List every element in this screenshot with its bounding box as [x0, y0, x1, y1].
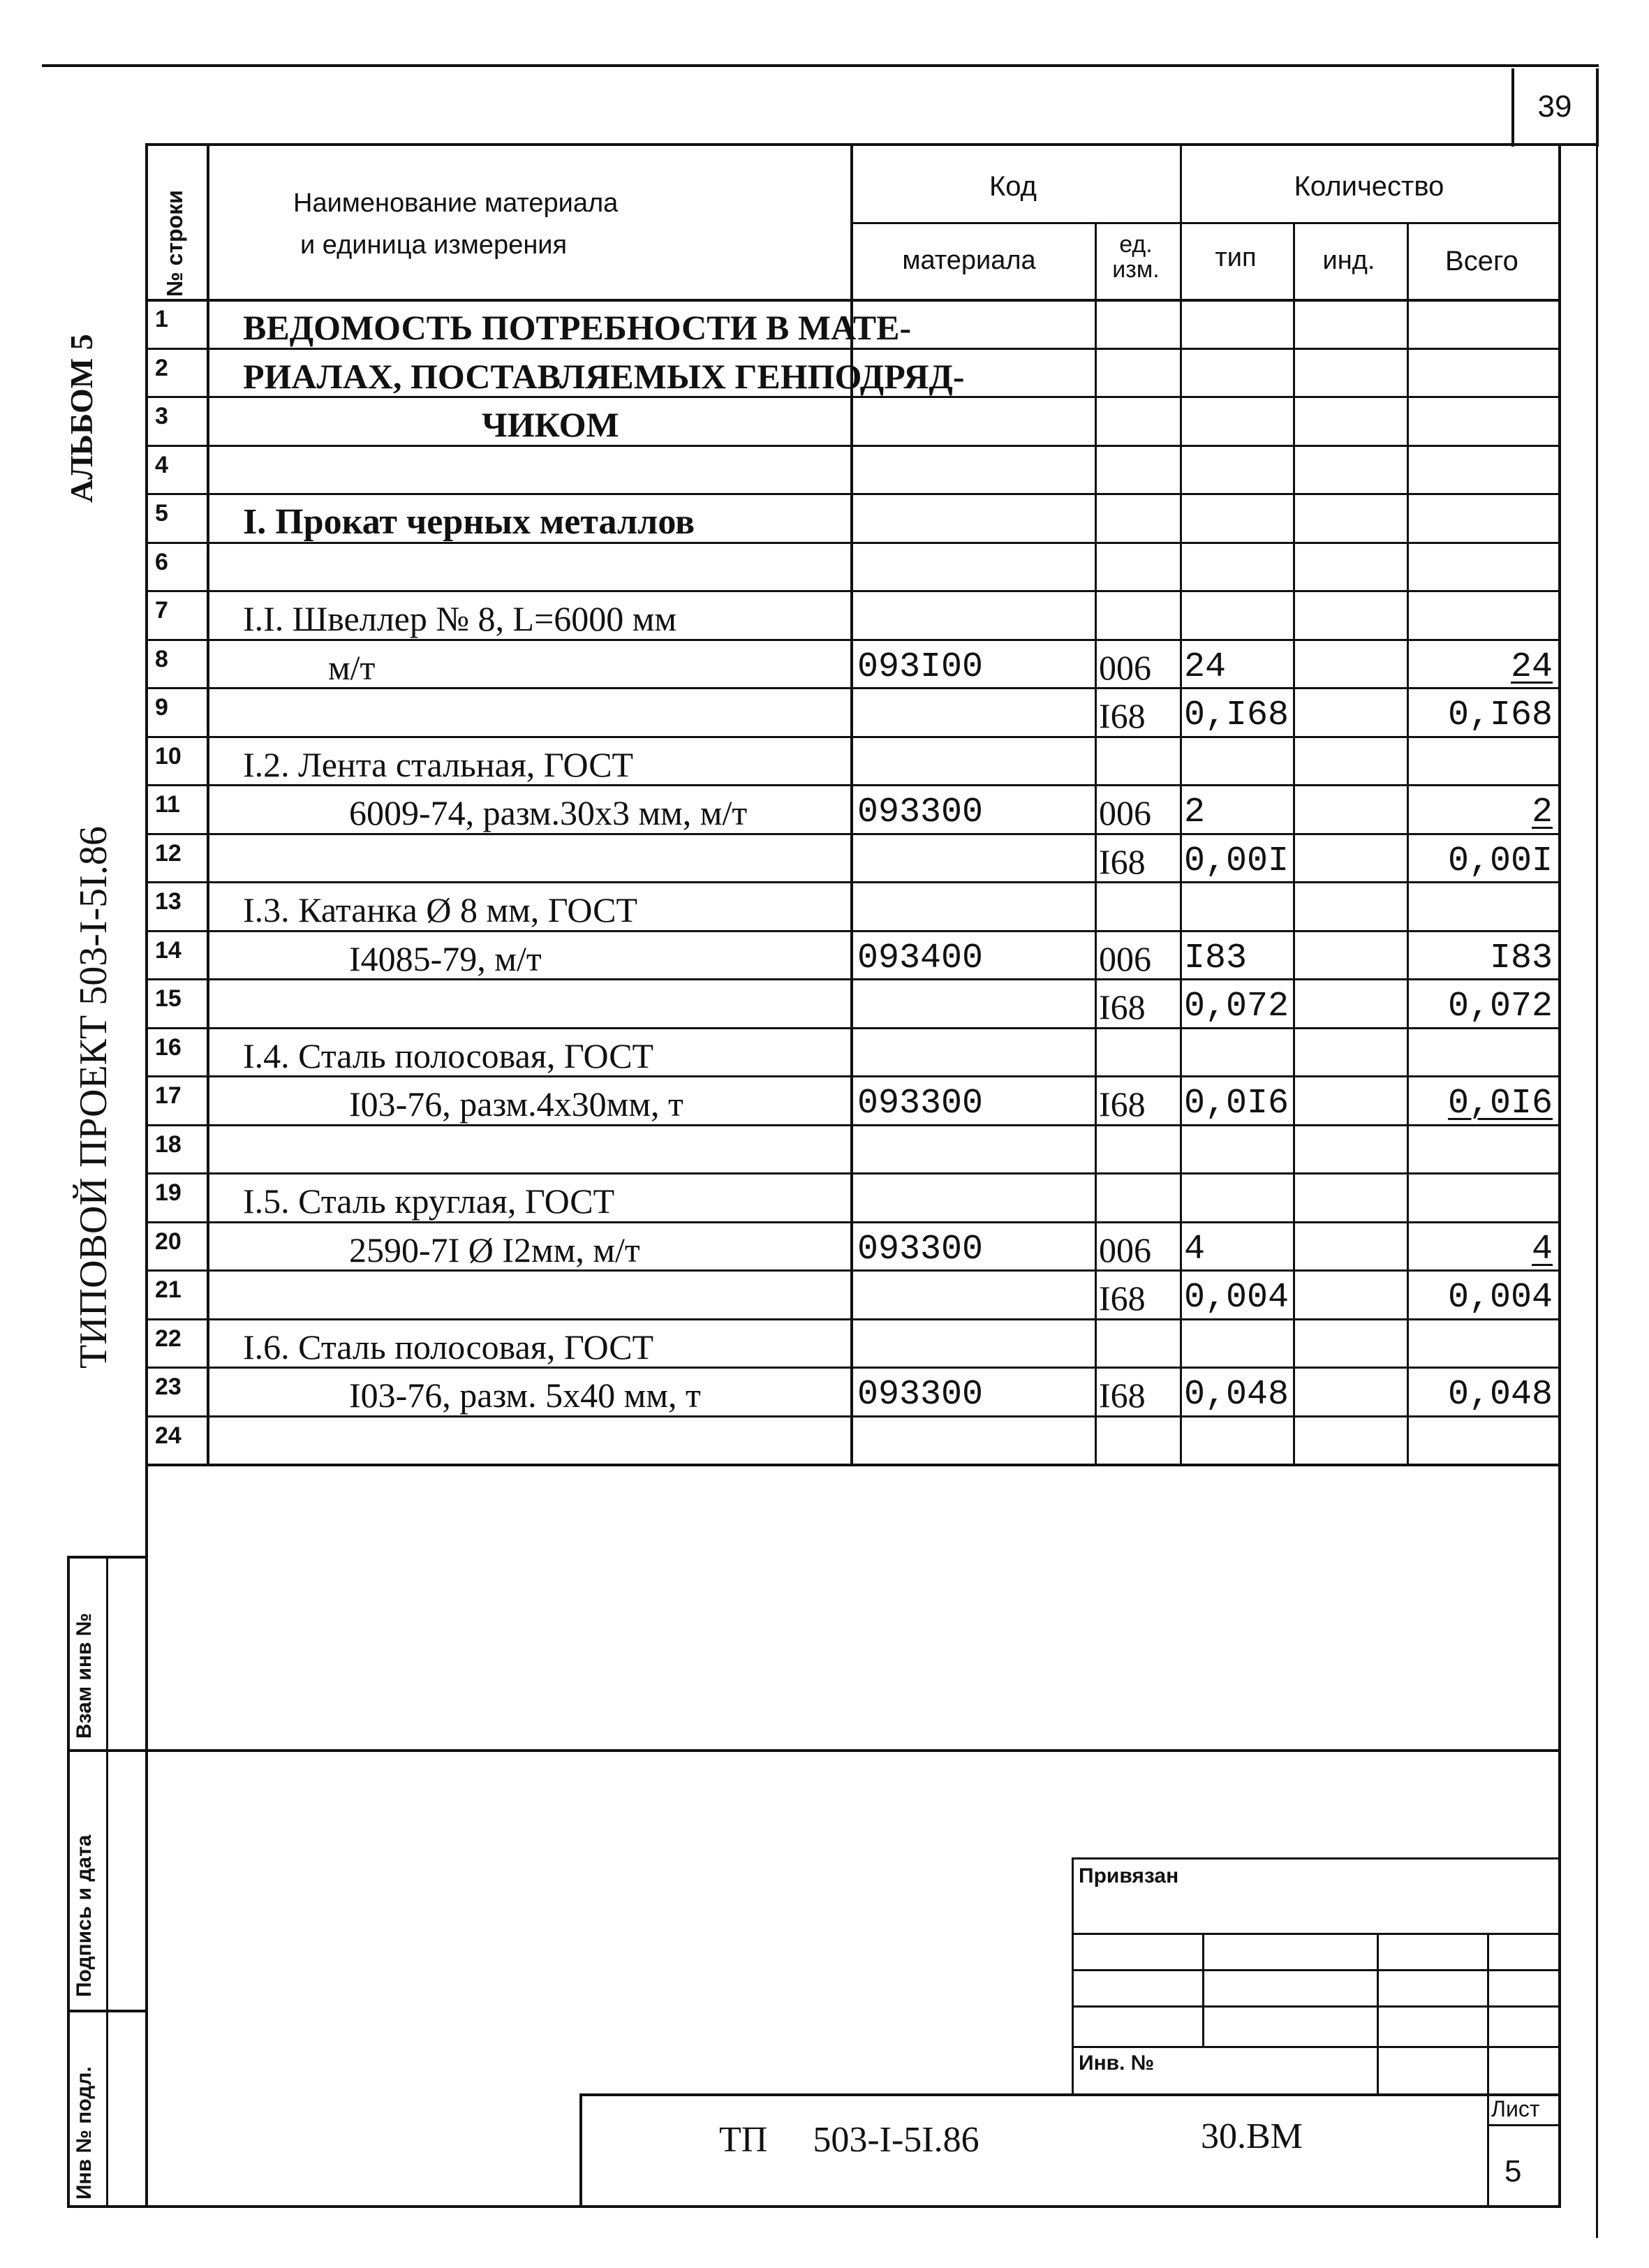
row-rule	[145, 736, 1558, 738]
header-code: Код	[989, 171, 1037, 202]
row-number: 18	[155, 1131, 182, 1158]
cell-type: 0,0I6	[1184, 1084, 1289, 1124]
stamp-left-vline2	[106, 1556, 108, 2207]
row-number: 4	[155, 451, 168, 478]
stamp-title-top	[579, 2093, 1560, 2096]
project-label: ТИПОВОЙ ПРОЕКТ 503-I-5I.86	[72, 826, 115, 1369]
row-number: 22	[155, 1325, 182, 1352]
stamp-field-vzam-inv: Взам инв №	[73, 1612, 96, 1739]
cell-total: 4	[1531, 1229, 1553, 1269]
stamp-col3	[1487, 1933, 1489, 2207]
frame-outer-right	[1596, 143, 1598, 2238]
header-qty-total: Всего	[1445, 246, 1518, 277]
row-number: 3	[155, 403, 168, 429]
cell-name: I.3. Катанка Ø 8 мм, ГОСТ	[243, 890, 638, 929]
row-number: 2	[155, 354, 168, 381]
cell-total: 0,00I	[1447, 841, 1553, 881]
stamp-attached-label: Привязан	[1079, 1864, 1179, 1887]
cell-material: 093400	[857, 938, 984, 978]
col-rule-unit	[1180, 143, 1182, 1464]
cell-unit: I68	[1099, 987, 1146, 1026]
header-qty-type: тип	[1215, 243, 1257, 272]
stamp-left-mid1	[67, 1749, 1561, 1752]
cell-total: I83	[1489, 938, 1553, 978]
row-number: 17	[155, 1082, 182, 1109]
row-number: 24	[155, 1422, 182, 1449]
cell-type: 24	[1184, 647, 1227, 687]
cell-name: I. Прокат черных металлов	[243, 502, 695, 542]
cell-unit: 006	[1099, 938, 1151, 978]
row-number: 19	[155, 1179, 182, 1206]
row-number: 7	[155, 597, 168, 624]
row-number: 15	[155, 985, 182, 1012]
cell-name: 6009-74, разм.30х3 мм, м/т	[349, 793, 748, 832]
row-number: 6	[155, 548, 168, 575]
col-rule-type	[1293, 222, 1295, 1464]
col-rule-ind	[1407, 222, 1409, 1464]
header-name-line1: Наименование материала	[293, 189, 619, 218]
cell-material: 093300	[857, 1084, 984, 1124]
stamp-sheet-divider	[1487, 2124, 1560, 2126]
stamp-field-signature-date: Подпись и дата	[73, 1834, 96, 1997]
cell-total: 0,I68	[1447, 695, 1553, 735]
row-rule	[145, 881, 1558, 883]
cell-unit: I68	[1099, 1279, 1146, 1318]
cell-name: м/т	[328, 647, 376, 687]
cell-name: I.6. Сталь полосовая, ГОСТ	[243, 1327, 654, 1367]
cell-name: I.4. Сталь полосовая, ГОСТ	[243, 1036, 654, 1075]
cell-name: 2590-7I Ø I2мм, м/т	[349, 1230, 640, 1269]
header-code-unit: ед. изм.	[1112, 231, 1160, 283]
header-row-no: № строки	[162, 190, 187, 297]
cell-total: 0,048	[1447, 1375, 1553, 1415]
frame-left	[145, 143, 148, 2207]
cell-type: 0,I68	[1184, 695, 1289, 735]
cell-name: I4085-79, м/т	[349, 938, 542, 978]
row-number: 16	[155, 1033, 182, 1061]
cell-type: 0,00I	[1184, 841, 1289, 881]
cell-unit: I68	[1099, 696, 1146, 735]
header-name-line2: и единица измерения	[300, 230, 568, 260]
row-number: 5	[155, 500, 168, 526]
header-code-material: материала	[902, 246, 1036, 275]
row-number: 23	[155, 1374, 182, 1400]
stamp-attached-top	[1072, 1857, 1560, 1860]
row-rule	[145, 1172, 1558, 1174]
cell-total: 0,0I6	[1447, 1084, 1553, 1124]
stamp-doc-code: ТП 503-I-5I.86	[719, 2120, 979, 2160]
row-rule	[145, 1318, 1558, 1320]
cell-unit: I68	[1099, 841, 1146, 881]
cell-type: 0,048	[1184, 1375, 1289, 1415]
stamp-sheet-label: Лист	[1491, 2096, 1540, 2121]
cell-material: 093300	[857, 793, 984, 832]
stamp-attached-left	[1072, 1857, 1074, 2095]
header-quantity: Количество	[1294, 171, 1444, 202]
cell-unit: 006	[1099, 793, 1151, 832]
stamp-col1	[1202, 1933, 1204, 2046]
cell-name: I.5. Сталь круглая, ГОСТ	[243, 1181, 615, 1221]
stamp-sheet-no: 5	[1504, 2154, 1522, 2188]
header-mid-rule	[850, 222, 1558, 224]
row-number: 12	[155, 839, 182, 867]
stamp-left-vline	[67, 1556, 70, 2207]
row-number: 1	[155, 306, 168, 332]
cell-name: РИАЛАХ, ПОСТАВЛЯЕМЫХ ГЕНПОДРЯД-	[243, 356, 965, 396]
cell-total: 2	[1531, 793, 1553, 832]
cell-type: 0,004	[1184, 1278, 1289, 1318]
cell-total: 24	[1510, 647, 1553, 687]
cell-unit: I68	[1099, 1376, 1146, 1415]
top-rule	[42, 64, 1599, 67]
col-rule-rowno	[207, 143, 209, 1464]
row-number: 21	[155, 1276, 182, 1303]
row-number: 14	[155, 936, 182, 964]
page-number-box-right	[1596, 68, 1599, 147]
cell-name: ЧИКОМ	[482, 405, 619, 444]
cell-unit: I68	[1099, 1084, 1146, 1124]
cell-unit: 006	[1099, 647, 1151, 687]
cell-name: I.2. Лента стальная, ГОСТ	[243, 744, 634, 784]
col-rule-material	[1095, 222, 1097, 1464]
cell-type: 2	[1184, 793, 1206, 832]
page-number: 39	[1537, 89, 1572, 124]
stamp-inv-label: Инв. №	[1079, 2052, 1155, 2075]
row-rule	[145, 1464, 1558, 1466]
stamp-col2	[1377, 1933, 1379, 2095]
cell-name: I03-76, разм. 5х40 мм, т	[349, 1376, 701, 1415]
cell-name: I.I. Швеллер № 8, L=6000 мм	[243, 599, 677, 638]
stamp-field-inv-podl: Инв № подл.	[73, 2066, 96, 2200]
stamp-doc-suffix: 30.ВМ	[1201, 2116, 1303, 2156]
cell-name: ВЕДОМОСТЬ ПОТРЕБНОСТИ В МАТЕ-	[243, 308, 912, 347]
cell-type: 4	[1184, 1229, 1206, 1269]
row-number: 11	[155, 791, 180, 818]
album-label: АЛЬБОМ 5	[64, 334, 99, 503]
frame-top	[145, 143, 1599, 146]
cell-total: 0,072	[1447, 987, 1553, 1026]
row-rule	[145, 590, 1558, 592]
row-rule	[145, 493, 1558, 495]
cell-name: I03-76, разм.4х30мм, т	[349, 1084, 683, 1124]
cell-material: 093300	[857, 1229, 984, 1269]
cell-type: 0,072	[1184, 987, 1289, 1026]
row-number: 20	[155, 1228, 182, 1255]
frame-bottom	[67, 2205, 1561, 2208]
cell-type: I83	[1184, 938, 1248, 978]
header-qty-ind: инд.	[1322, 246, 1375, 275]
row-number: 10	[155, 742, 182, 770]
cell-material: 093I00	[857, 647, 984, 687]
cell-total: 0,004	[1447, 1278, 1553, 1318]
cell-material: 093300	[857, 1375, 984, 1415]
row-number: 13	[155, 888, 182, 915]
stamp-title-left	[579, 2093, 582, 2207]
cell-unit: 006	[1099, 1230, 1151, 1269]
row-number: 8	[155, 645, 168, 672]
row-number: 9	[155, 694, 168, 721]
row-rule	[145, 1027, 1558, 1029]
frame-right	[1558, 143, 1561, 2207]
